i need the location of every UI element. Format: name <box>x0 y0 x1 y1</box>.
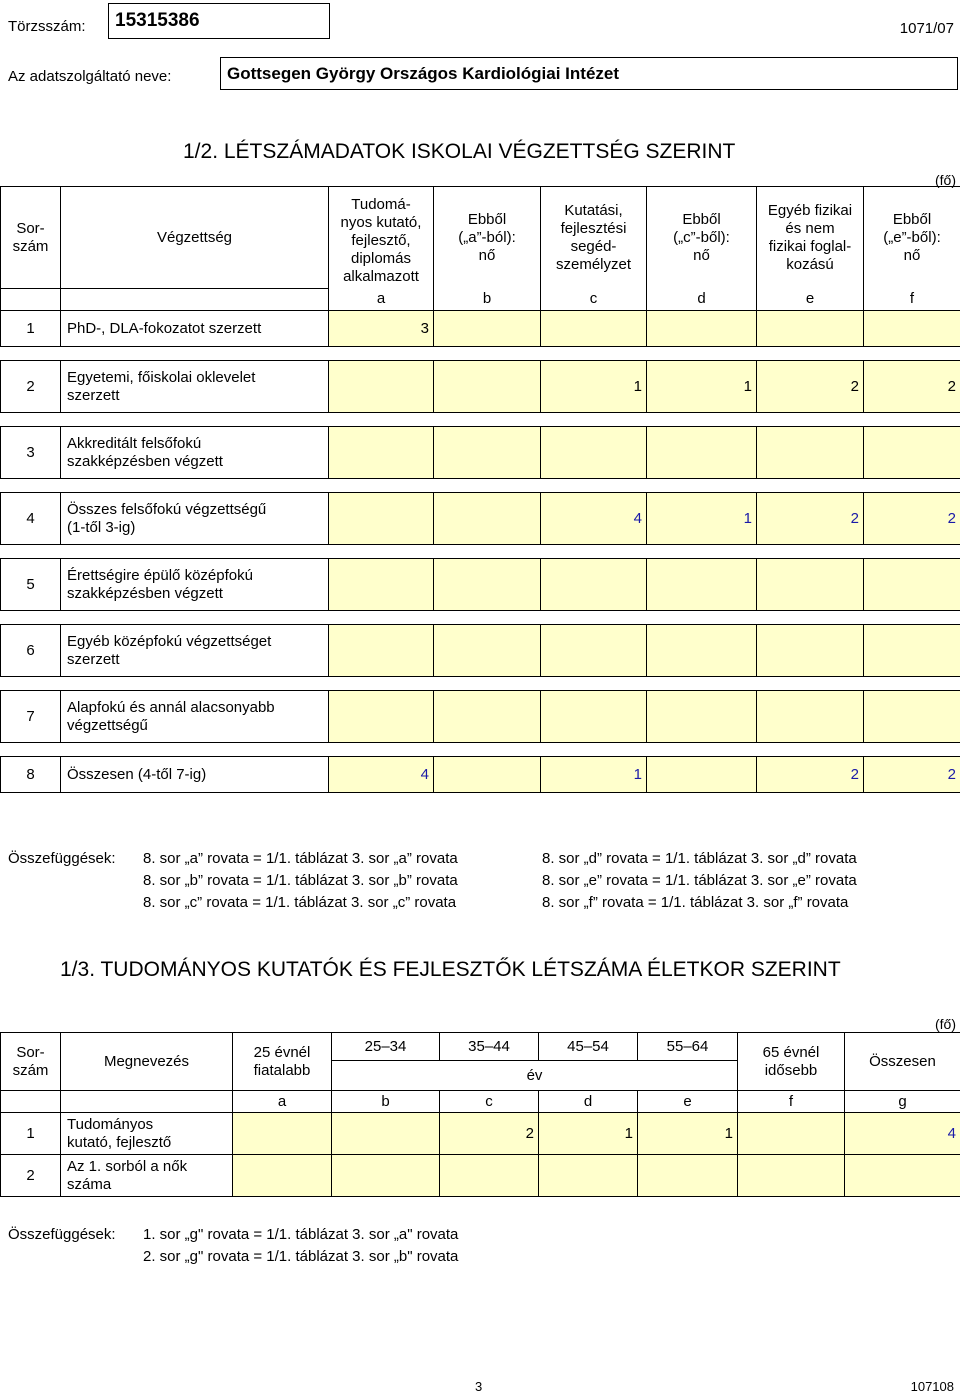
relation-line: 8. sor „c” rovata = 1/1. táblázat 3. sor „c” rovata <box>143 894 457 911</box>
col-header-a: Tudomá- nyos kutató, fejlesztő, diplomás alkalmazott <box>329 187 434 289</box>
page-number: 3 <box>475 1379 483 1394</box>
col-header-d: Ebből („c”-ből): nő <box>647 187 757 289</box>
value-cell-b[interactable] <box>434 559 541 611</box>
value-cell-c[interactable]: 1 <box>541 757 647 793</box>
table1-row <box>1 493 960 545</box>
spacer-cell <box>1 479 960 493</box>
spacer-cell <box>1 413 960 427</box>
spacer-row <box>1 611 960 625</box>
t2-col-header-b: 25–34 <box>332 1033 440 1061</box>
t2-col-header-c: 35–44 <box>440 1033 539 1061</box>
table1-row <box>1 757 960 793</box>
value-cell-e[interactable] <box>757 311 864 347</box>
row-label: Akkreditált felsőfokú szakképzésben végzett <box>61 427 329 479</box>
table1-row <box>1 427 960 479</box>
row-number: 2 <box>1 1155 61 1197</box>
row-label: Egyéb középfokú végzettséget szerzett <box>61 625 329 677</box>
value-cell-f[interactable] <box>864 691 960 743</box>
spacer-row <box>1 677 960 691</box>
row-number: 7 <box>1 691 61 743</box>
row-label: Alapfokú és annál alacsonyabb végzettségű <box>61 691 329 743</box>
row-label: Az 1. sorból a nők száma <box>61 1155 233 1197</box>
value-cell-g[interactable]: 4 <box>845 1113 960 1155</box>
value-cell-d[interactable]: 1 <box>647 361 757 413</box>
value-cell-c[interactable] <box>541 625 647 677</box>
table2-relations-label: Összefüggések: <box>8 1226 116 1243</box>
value-cell-b[interactable] <box>434 625 541 677</box>
value-cell-f[interactable]: 2 <box>864 757 960 793</box>
footer-code: 107108 <box>910 1379 954 1394</box>
spacer-cell <box>1 347 960 361</box>
table2-title: 1/3. TUDOMÁNYOS KUTATÓK ÉS FEJLESZTŐK LÉTSZÁMA ÉLETKOR SZERINT <box>60 958 841 981</box>
t2-col-letter-d: d <box>539 1091 638 1113</box>
value-cell-c[interactable]: 2 <box>440 1113 539 1155</box>
table1-body <box>0 310 960 793</box>
row-label: Tudományos kutató, fejlesztő <box>61 1113 233 1155</box>
col-header-c: Kutatási, fejlesztési segéd- személyzet <box>541 187 647 289</box>
value-cell-a[interactable] <box>329 427 434 479</box>
spacer-cell <box>1 743 960 757</box>
col-letter-b: b <box>434 289 541 311</box>
relation-line: 8. sor „b” rovata = 1/1. táblázat 3. sor „b” rovata <box>143 872 458 889</box>
value-cell-d[interactable] <box>647 559 757 611</box>
value-cell-c[interactable] <box>541 691 647 743</box>
table2-row <box>1 1155 960 1197</box>
col-header-vegzettseg: Végzettség <box>61 187 329 289</box>
value-cell-a[interactable]: 4 <box>329 757 434 793</box>
row-label: Egyetemi, főiskolai oklevelet szerzett <box>61 361 329 413</box>
table2-row <box>1 1113 960 1155</box>
col-letter-f: f <box>864 289 960 311</box>
value-cell-b[interactable] <box>434 691 541 743</box>
relation-line: 8. sor „d” rovata = 1/1. táblázat 3. sor „d” rovata <box>542 850 857 867</box>
row-label: Összesen (4-től 7-ig) <box>61 757 329 793</box>
value-cell-e[interactable]: 2 <box>757 361 864 413</box>
value-cell-b[interactable] <box>434 427 541 479</box>
torzsszam-label: Törzsszám: <box>8 18 86 35</box>
table1-row <box>1 311 960 347</box>
spacer-cell <box>1 611 960 625</box>
value-cell-b[interactable] <box>434 493 541 545</box>
t2-col-header-f: 65 évnél idősebb <box>738 1033 845 1091</box>
t2-col-letter-c: c <box>440 1091 539 1113</box>
row-label: PhD-, DLA-fokozatot szerzett <box>61 311 329 347</box>
value-cell-f[interactable] <box>738 1155 845 1197</box>
col-letter-d: d <box>647 289 757 311</box>
spacer-row <box>1 743 960 757</box>
value-cell-d[interactable] <box>647 757 757 793</box>
t2-letters-blank-1 <box>1 1091 61 1113</box>
provider-field[interactable]: Gottsegen György Országos Kardiológiai Intézet <box>220 57 958 90</box>
value-cell-c[interactable]: 4 <box>541 493 647 545</box>
relation-line: 8. sor „e” rovata = 1/1. táblázat 3. sor „e” rovata <box>542 872 857 889</box>
row-label: Érettségire épülő középfokú szakképzésben végzett <box>61 559 329 611</box>
spacer-cell <box>1 677 960 691</box>
value-cell-a[interactable] <box>329 361 434 413</box>
value-cell-f[interactable] <box>864 427 960 479</box>
form-code: 1071/07 <box>899 20 954 37</box>
table1-unit: (fő) <box>935 172 956 188</box>
table1-row <box>1 361 960 413</box>
row-number: 5 <box>1 559 61 611</box>
table1 <box>0 186 960 311</box>
letters-blank-2 <box>61 289 329 311</box>
value-cell-f[interactable]: 2 <box>864 493 960 545</box>
value-cell-d[interactable]: 1 <box>647 493 757 545</box>
value-cell-a[interactable] <box>233 1113 332 1155</box>
torzsszam-field[interactable]: 15315386 <box>108 3 330 39</box>
row-number: 1 <box>1 311 61 347</box>
value-cell-g[interactable] <box>845 1155 960 1197</box>
value-cell-c[interactable]: 1 <box>541 361 647 413</box>
spacer-row <box>1 545 960 559</box>
value-cell-b[interactable] <box>332 1155 440 1197</box>
row-number: 4 <box>1 493 61 545</box>
value-cell-a[interactable] <box>233 1155 332 1197</box>
t2-col-header-g: Összesen <box>845 1033 960 1091</box>
value-cell-f[interactable]: 2 <box>864 361 960 413</box>
table2 <box>0 1032 960 1197</box>
t2-col-header-d: 45–54 <box>539 1033 638 1061</box>
row-number: 1 <box>1 1113 61 1155</box>
value-cell-a[interactable] <box>329 493 434 545</box>
value-cell-e[interactable]: 1 <box>638 1113 738 1155</box>
letters-blank-1 <box>1 289 61 311</box>
value-cell-c[interactable] <box>541 559 647 611</box>
t2-col-header-sorszam: Sor- szám <box>1 1033 61 1091</box>
t2-col-header-ev: év <box>332 1061 738 1091</box>
value-cell-a[interactable] <box>329 691 434 743</box>
provider-label: Az adatszolgáltató neve: <box>8 68 172 85</box>
col-letter-c: c <box>541 289 647 311</box>
value-cell-a[interactable] <box>329 625 434 677</box>
row-number: 8 <box>1 757 61 793</box>
table2-unit: (fő) <box>935 1016 956 1032</box>
value-cell-d[interactable] <box>647 311 757 347</box>
value-cell-e[interactable] <box>757 559 864 611</box>
t2-col-letter-a: a <box>233 1091 332 1113</box>
value-cell-e[interactable]: 2 <box>757 493 864 545</box>
relation-line: 1. sor „g" rovata = 1/1. táblázat 3. sor „a" rovata <box>143 1226 459 1243</box>
value-cell-f[interactable] <box>864 559 960 611</box>
col-letter-e: e <box>757 289 864 311</box>
value-cell-c[interactable] <box>541 427 647 479</box>
value-cell-b[interactable] <box>434 757 541 793</box>
t2-col-letter-b: b <box>332 1091 440 1113</box>
value-cell-e[interactable] <box>757 625 864 677</box>
relation-line: 2. sor „g" rovata = 1/1. táblázat 3. sor „b" rovata <box>143 1248 459 1265</box>
value-cell-d[interactable] <box>647 427 757 479</box>
value-cell-e[interactable]: 2 <box>757 757 864 793</box>
col-letter-a: a <box>329 289 434 311</box>
t2-col-header-megnevezes: Megnevezés <box>61 1033 233 1091</box>
relation-line: 8. sor „a” rovata = 1/1. táblázat 3. sor „a” rovata <box>143 850 458 867</box>
value-cell-f[interactable] <box>864 625 960 677</box>
spacer-row <box>1 347 960 361</box>
value-cell-e[interactable] <box>638 1155 738 1197</box>
relation-line: 8. sor „f” rovata = 1/1. táblázat 3. sor „f” rovata <box>542 894 849 911</box>
value-cell-c[interactable] <box>440 1155 539 1197</box>
t2-col-letter-f: f <box>738 1091 845 1113</box>
t2-col-header-e: 55–64 <box>638 1033 738 1061</box>
value-cell-d[interactable] <box>539 1155 638 1197</box>
col-header-f: Ebből („e”-ből): nő <box>864 187 960 289</box>
table1-row <box>1 625 960 677</box>
t2-col-letter-e: e <box>638 1091 738 1113</box>
spacer-cell <box>1 545 960 559</box>
table1-relations-left <box>143 848 458 914</box>
value-cell-a[interactable] <box>329 559 434 611</box>
t2-col-header-a: 25 évnél fiatalabb <box>233 1033 332 1091</box>
row-number: 6 <box>1 625 61 677</box>
value-cell-b[interactable] <box>434 361 541 413</box>
value-cell-d[interactable]: 1 <box>539 1113 638 1155</box>
value-cell-a[interactable]: 3 <box>329 311 434 347</box>
value-cell-e[interactable] <box>757 691 864 743</box>
value-cell-d[interactable] <box>647 691 757 743</box>
table1-row <box>1 691 960 743</box>
table1-relations-label: Összefüggések: <box>8 850 116 867</box>
value-cell-b[interactable] <box>332 1113 440 1155</box>
table1-row <box>1 559 960 611</box>
row-label: Összes felsőfokú végzettségű (1-től 3-ig) <box>61 493 329 545</box>
value-cell-f[interactable] <box>738 1113 845 1155</box>
t2-col-letter-g: g <box>845 1091 960 1113</box>
value-cell-c[interactable] <box>541 311 647 347</box>
table1-title: 1/2. LÉTSZÁMADATOK ISKOLAI VÉGZETTSÉG SZERINT <box>183 140 736 163</box>
table2-relations <box>143 1224 458 1268</box>
value-cell-b[interactable] <box>434 311 541 347</box>
col-header-b: Ebből („a”-ból): nő <box>434 187 541 289</box>
spacer-row <box>1 479 960 493</box>
value-cell-d[interactable] <box>647 625 757 677</box>
col-header-e: Egyéb fizikai és nem fizikai foglal- kozású <box>757 187 864 289</box>
value-cell-e[interactable] <box>757 427 864 479</box>
row-number: 2 <box>1 361 61 413</box>
table1-relations-right <box>542 848 857 914</box>
t2-letters-blank-2 <box>61 1091 233 1113</box>
value-cell-f[interactable] <box>864 311 960 347</box>
row-number: 3 <box>1 427 61 479</box>
col-header-sorszam: Sor- szám <box>1 187 61 289</box>
spacer-row <box>1 413 960 427</box>
